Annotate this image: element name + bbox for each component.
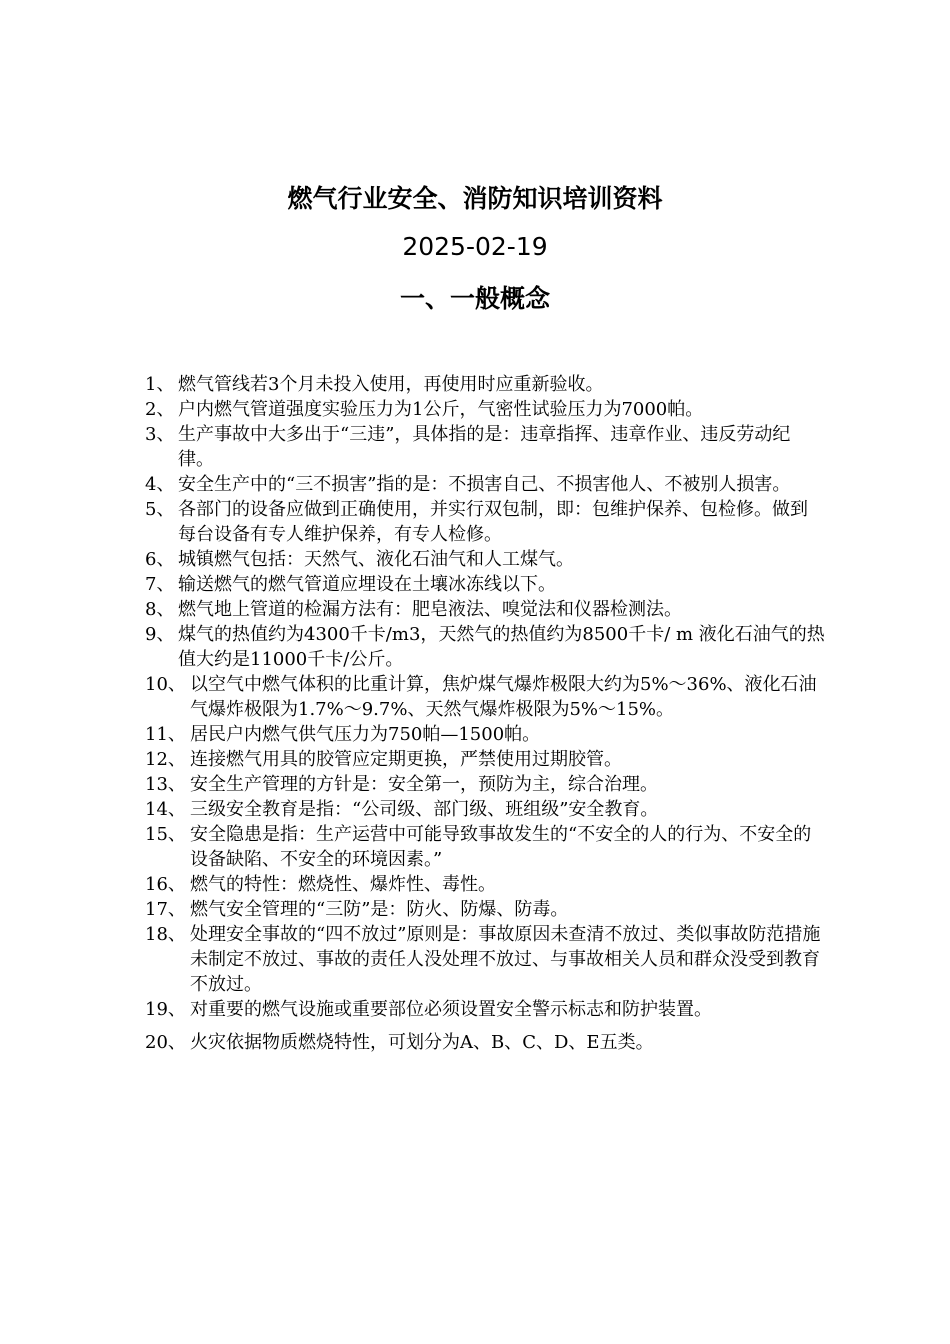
list-item [145,547,825,572]
knowledge-list [145,372,825,1055]
document-date: 2025-02-19 [402,232,548,261]
item-number: 19、 [145,999,186,1020]
item-number: 3、 [145,424,175,445]
item-text: 生产事故中大多出于“三违”，具体指的是：违章指挥、违章作业、违反劳动纪律。 [178,424,791,470]
item-number: 7、 [145,574,175,595]
list-item [145,1030,825,1055]
list-item [145,397,825,422]
item-text: 燃气安全管理的“三防”是：防火、防爆、防毒。 [190,899,569,920]
item-text: 煤气的热值约为4300千卡/m3，天然气的热值约为8500千卡/ m 液化石油气的热值大约是11000千卡/公斤。 [178,624,825,670]
list-item [145,422,825,472]
item-number: 15、 [145,824,186,845]
item-text: 燃气的特性：燃烧性、爆炸性、毒性。 [190,874,496,895]
item-text: 安全生产管理的方针是：安全第一，预防为主，综合治理。 [190,774,658,795]
item-number: 16、 [145,874,186,895]
document-title: 燃气行业安全、消防知识培训资料 [287,184,663,213]
item-text: 各部门的设备应做到正确使用，并实行双包制，即：包维护保养、包检修。做到每台设备有专人维护保养，有专人检修。 [178,499,808,545]
item-text: 户内燃气管道强度实验压力为1公斤，气密性试验压力为7000帕。 [178,399,704,420]
item-number: 12、 [145,749,186,770]
item-text: 安全生产中的“三不损害”指的是：不损害自己、不损害他人、不被别人损害。 [178,474,791,495]
item-number: 4、 [145,474,175,495]
item-number: 18、 [145,924,186,945]
list-item [145,922,825,997]
list-item [145,497,825,547]
item-number: 6、 [145,549,175,570]
item-text: 火灾依据物质燃烧特性，可划分为A、B、C、D、E五类。 [190,1032,654,1053]
item-number: 13、 [145,774,186,795]
list-item [145,722,825,747]
item-text: 输送燃气的燃气管道应埋设在土壤冰冻线以下。 [178,574,556,595]
list-item [145,472,825,497]
list-item [145,822,825,872]
item-text: 以空气中燃气体积的比重计算，焦炉煤气爆炸极限大约为5%～36%、液化石油气爆炸极限为1.7%～9.7%、天然气爆炸极限为5%～15%。 [190,674,817,720]
item-number: 14、 [145,799,186,820]
list-item [145,797,825,822]
section-heading: 一、一般概念 [399,284,550,313]
item-text: 对重要的燃气设施或重要部位必须设置安全警示标志和防护装置。 [190,999,712,1020]
list-item [145,747,825,772]
item-text: 处理安全事故的“四不放过”原则是：事故原因未查清不放过、类似事故防范措施未制定不放过、事故的责任人没处理不放过、与事故相关人员和群众没受到教育不放过。 [190,924,821,995]
item-number: 20、 [145,1032,186,1053]
item-number: 8、 [145,599,175,620]
item-text: 居民户内燃气供气压力为750帕—1500帕。 [190,724,541,745]
item-number: 17、 [145,899,186,920]
list-item [145,572,825,597]
item-number: 11、 [145,724,186,745]
list-item [145,672,825,722]
item-text: 三级安全教育是指：“公司级、部门级、班组级”安全教育。 [190,799,659,820]
item-number: 5、 [145,499,175,520]
item-text: 安全隐患是指：生产运营中可能导致事故发生的“不安全的人的行为、不安全的设备缺陷、不安全的环境因素。” [190,824,812,870]
list-item [145,622,825,672]
item-number: 10、 [145,674,186,695]
item-text: 燃气管线若3个月未投入使用，再使用时应重新验收。 [178,374,604,395]
list-item [145,897,825,922]
list-item [145,997,825,1022]
item-number: 9、 [145,624,175,645]
item-text: 燃气地上管道的检漏方法有：肥皂液法、嗅觉法和仪器检测法。 [178,599,682,620]
item-number: 2、 [145,399,175,420]
list-item [145,772,825,797]
list-item [145,597,825,622]
list-item [145,372,825,397]
item-text: 城镇燃气包括：天然气、液化石油气和人工煤气。 [178,549,574,570]
item-text: 连接燃气用具的胶管应定期更换，严禁使用过期胶管。 [190,749,622,770]
item-number: 1、 [145,374,175,395]
list-item [145,872,825,897]
